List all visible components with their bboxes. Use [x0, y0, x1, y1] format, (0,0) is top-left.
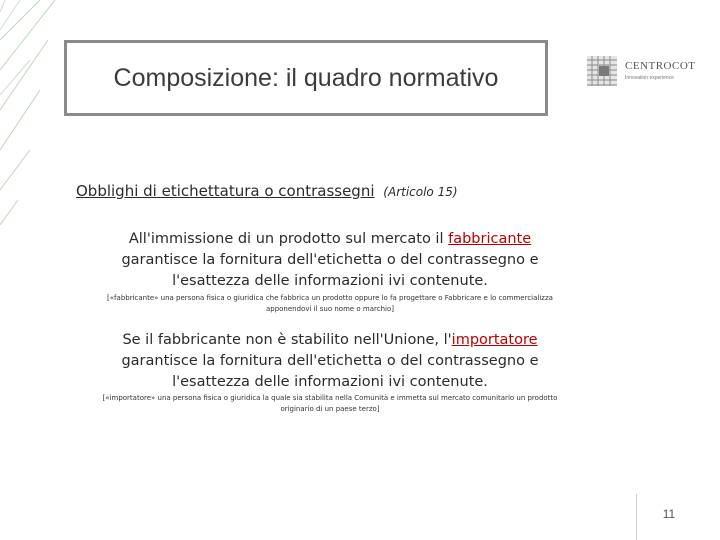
logo-tagline: Innovation experience — [625, 75, 674, 81]
article-reference: (Articolo 15) — [383, 185, 458, 199]
title-box — [64, 40, 548, 116]
importer-paragraph — [90, 330, 570, 393]
centrocot-logo — [585, 54, 695, 90]
heading-text: Obblighi di etichettatura o contrassegni — [76, 182, 375, 200]
manufacturer-paragraph — [90, 229, 570, 292]
slide-title: Composizione: il quadro normativo — [113, 63, 499, 92]
paragraph2-text-after: garantisce la fornitura dell'etichetta o del contrassegno e l'esattezza delle informazioni ivi contenute. — [121, 353, 539, 390]
corner-decoration — [0, 0, 60, 230]
importer-definition-note: [«importatore» una persona fisica o giuridica la quale sia stabilita nella Comunità e immetta sul mercato comunitario un prodotto originario di un paese terzo] — [102, 394, 558, 413]
manufacturer-highlight: fabbricante — [448, 231, 532, 247]
paragraph1-text-after: garantisce la fornitura dell'etichetta o del contrassegno e l'esattezza delle informazioni ivi contenute. — [121, 252, 539, 289]
paragraph1-text-before: All'immissione di un prodotto sul mercato il — [128, 231, 449, 247]
section-heading — [76, 182, 458, 200]
manufacturer-definition-note: [«fabbricante» una persona fisica o giuridica che fabbrica un prodotto oppure lo fa progettare o Fabbricare e lo commercializza apponendovi il suo nome o marchio] — [107, 294, 553, 313]
paragraph2-text-before: Se il fabbricante non è stabilito nell'Unione, l' — [122, 332, 452, 348]
logo-grid-icon — [585, 54, 621, 90]
importer-highlight: importatore — [451, 332, 538, 348]
logo-name: CENTROCOT — [625, 60, 696, 72]
page-number: 11 — [662, 507, 676, 521]
